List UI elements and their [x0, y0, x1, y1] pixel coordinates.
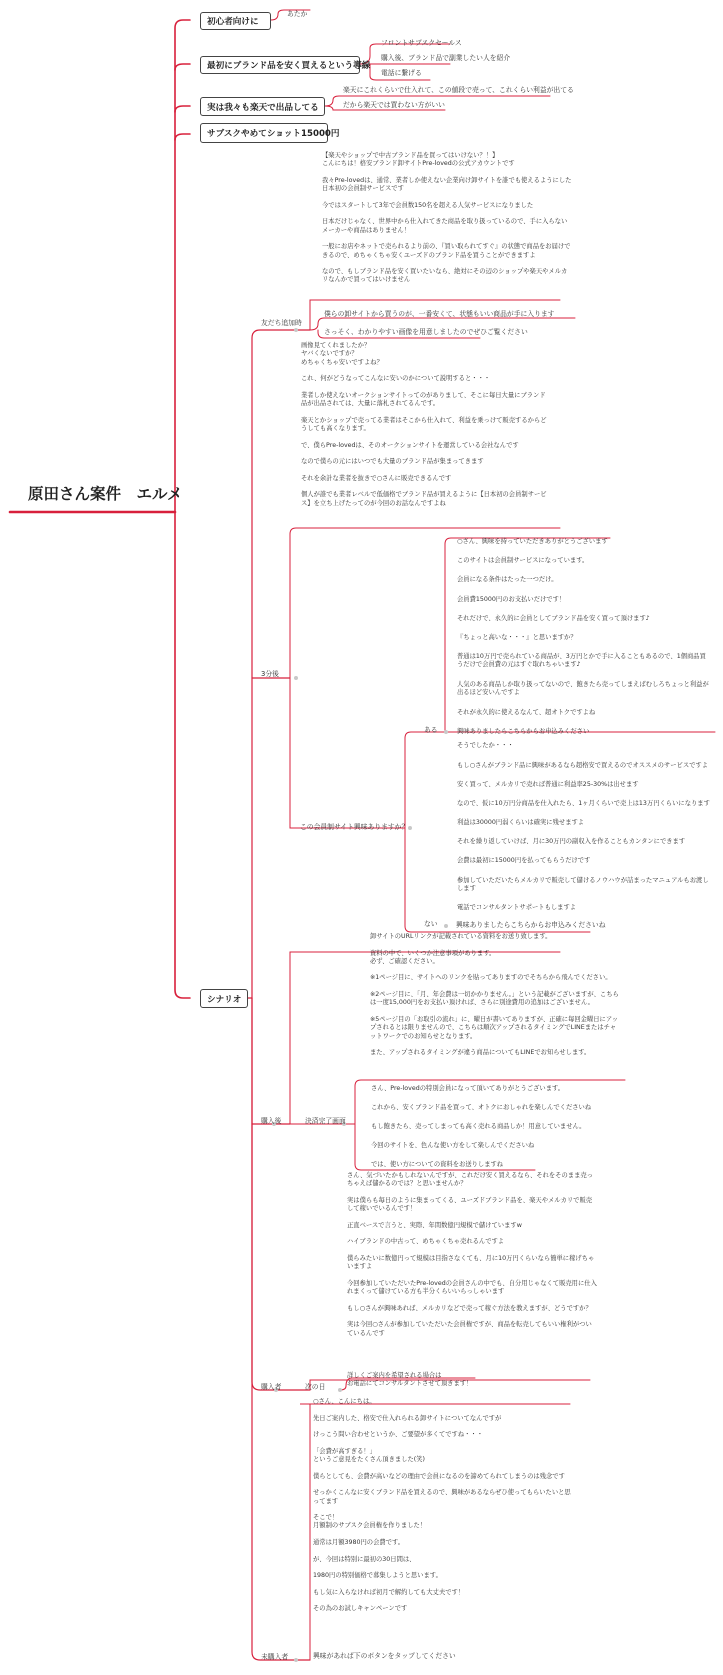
node-beginner[interactable]: 初心者向けに [200, 12, 271, 30]
message-item: 会費は最初に15000円を払ってもらうだけです [457, 857, 591, 864]
message-item: もし飽きたら、売ってしまっても高く売れる商品しか！用意していません。 [371, 1123, 586, 1130]
message-item: 会員費15000円のお支払いだけです！ [457, 596, 566, 603]
message-item: 普通は10万円で売られている商品が、3万円とかで手に入ることもあるので、1個商品買うだけで会員費の元はすぐ取れちゃいます♪ [457, 653, 706, 669]
message-item: このサイトは会員制サービスになっています。 [457, 557, 589, 564]
message-item: 安く買って、メルカリで売れば普通に利益率25-30%は出せます [457, 781, 639, 788]
node-beginner-child: あたか [287, 10, 308, 18]
message-item: それだけで、永久的に会員としてブランド品を安く買って頂けます♪ [457, 615, 650, 622]
message-item: 参加していただいたらメルカリで販売して儲けるノウハウが詰まったマニュアルもお渡しします [457, 877, 709, 893]
payment-complete-label: 決済完了画面 [305, 1117, 346, 1125]
node-scenario[interactable]: シナリオ [200, 989, 248, 1008]
funnel-child-front-subscription: フロントサブスクセールス [381, 39, 462, 47]
node-brand-funnel[interactable]: 最初にブランド品を安く買えるという導線 [200, 56, 360, 74]
friend-add-item: 僕らの卸サイトから買うのが、一番安くて、状態もいい商品が手に入ります [324, 310, 555, 318]
buyer-label: 購入者 [261, 1383, 282, 1391]
message-item: それを繰り返していけば、月に30万円の副収入を作ることもカンタンにできます [457, 838, 686, 845]
root-node-title: 原田さん案件 エルメ [28, 485, 183, 503]
message-item: 『ちょっと高いな・・・』と思いますか？ [457, 634, 577, 641]
message-item: もし○さんがブランド品に興味があるなら超格安で買えるのでオススメのサービスですよ [457, 762, 709, 769]
message-item: さん、Pre-lovedの特別会員になって頂いてありがとうございます。 [371, 1085, 565, 1092]
non-buyer-text: ○さん、こんにちは。 先日ご案内した、格安で仕入れられる卸サイトについてなんですが けっこう問い合わせというか、ご要望が多くてですね・・・ 「会費が高すぎる！」 というご意見をたくさん頂きました(笑) 僕らとしても、会費が高いなどの理由で会員になるのを諦めてられてしまうのは残念です せっかくこんなに安くブランド品を買えるので、興味があるならぜひ使ってもらいたいと思ってます そこで！ 月額制のサブスク会員権を作りました！ 通常は月額3980円の会費です。 が、今回は特別に最初の30日間は、 1980円の特別価格で募集しようと思います。 もし気に入らなければ初月で解約しても大丈夫です！ その為のお試しキャンペーンです [313, 1398, 571, 1613]
funnel-child-phone: 電話に繋げる [381, 69, 422, 77]
message-item: それが永久的に使えるなんて、超オトクですよね [457, 709, 596, 716]
answer-yes-label: ある [424, 726, 438, 734]
friend-add-item: さっそく、わかりやすい画像を用意しましたのでぜひご覧ください [324, 328, 528, 336]
membership-question: この会員制サイト興味ありますか？ [300, 823, 409, 831]
scenario-intro-text: 【楽天やショップで中古ブランド品を買ってはいけない？！】 こんにちは！格安ブランド卸サイトPre-lovedの公式アカウントです 我々Pre-lovedは、通常、業者しか使えない企業向け卸サイトを誰でも使えるようにした日本初の会員制サービスです 今ではスタートして3年で会員数150名を超える人気サービスになりました 日本だけじゃなく、世界中から仕入れてきた商品を取り扱っているので、手に入らないメーカーや商品はありません！ 一般にお店やネットで売られるより前の、『買い取られてすぐ』の状態で商品をお届けできるので、めちゃくちゃ安くユーズドのブランド品を買うことができますよ なので、もしブランド品を安く買いたいなら、絶対にその辺のショップや楽天やメルカリなんかで買ってはいけません [322, 152, 572, 284]
node-rakuten-seller[interactable]: 実は我々も楽天で出品してる [200, 97, 325, 116]
message-item: そうでしたか・・・ [457, 742, 514, 749]
answer-no-label: ない [424, 920, 438, 928]
message-item: 興味ありましたらこちらからお申込みください [457, 728, 590, 735]
rakuten-child-profit: 楽天にこれくらいで仕入れて、この値段で売って、これくらい利益が出てる [343, 86, 574, 94]
message-item: 利益は30000円弱くらいは確実に残せますよ [457, 819, 585, 826]
after-purchase-label: 購入後 [261, 1117, 282, 1125]
next-day-label: 次の日 [305, 1383, 326, 1391]
three-min-text: 画像見てくれましたか？ ヤバくないですか？ めちゃくちゃ安いですよね？ これ、何がどうなってこんなに安いのかについて説明すると・・・ 業者しか使えないオークションサイトってのがありまして、そこに毎日大量にブランド品が出品されては、大量に落札されてるんです。 楽天とかショップで売ってる業者はそこから仕入れて、利益を乗っけて販売するからどうしても高くなります。 で、僕らPre-lovedは、そのオークションサイトを運営している会社なんです なので僕らの元にはいつでも大量のブランド品が集まってきます それを余計な業者を抜きで○さんに販売できるんです 個人が誰でも業者レベルで低価格でブランド品が買えるように【日本初の会員制サービス】を立ち上げたってのが今回のお話なんですよね [301, 342, 547, 507]
message-item: これから、安くブランド品を買って、オトクにおしゃれを楽しんでくださいね [371, 1104, 592, 1111]
message-item: 電話でコンサルタントサポートもしますよ [457, 904, 577, 911]
message-item: ○さん、興味を持っていただきありがとうございます [457, 538, 608, 545]
message-item: では、使い方についての資料をお送りしますね [371, 1161, 504, 1168]
answer-no-message: 興味ありましたらこちらからお申込みくださいね [456, 921, 606, 929]
friend-add-label: 友だち追加時 [261, 319, 302, 327]
message-item: 会員になる条件はたった一つだけ。 [457, 576, 558, 583]
node-subscription-shot[interactable]: サブスクやめてショット15000円 [200, 123, 328, 143]
buyer-consultation: 詳しくご案内を希望される場合は お電話にてコンサルタントさせて頂きます！ [347, 1372, 473, 1388]
non-buyer-label: 未購入者 [261, 1653, 289, 1661]
three-min-label: 3分後 [261, 670, 279, 678]
non-buyer-cta: 興味があれば下のボタンをタップしてください [313, 1652, 456, 1660]
after-purchase-text: 卸サイトのURLリンクが記載されている資料をお送り致します。 資料の中で、いくつか注意事項があります。 必ず、ご確認ください。 ※1ページ目に、サイトへのリンクを貼ってありますのでそちらから飛んでください。 ※2ページ目に、「月、年会費は一切かかりません。」という記載がございますが、こちらは一度15,000円をお支払い頂ければ、さらに別途費用の追加はございません。 ※5ページ目の「お取引の流れ」に、曜日が書いてありますが、正確に毎回金曜日にアップされるとは限りませんので、こちらは順次アップされるタイミングでLINEまたはチャットワークでのお知らせとなります。 また、アップされるタイミングが違う商品についてもLINEでお知らせします。 [370, 933, 619, 1057]
funnel-child-side-business: 購入後、ブランド品で副業したい人を紹介 [381, 54, 511, 62]
message-item: 今回のサイトを、色んな使い方をして楽しんでくださいね [371, 1142, 535, 1149]
message-item: なので、仮に10万円分商品を仕入れたら、1ヶ月くらいで売上は13万円くらいになります [457, 800, 710, 807]
buyer-text: さん、気づいたかもしれないんですが、これだけ安く買えるなら、それをそのまま売っちゃえば儲かるのでは？と思いませんか？ 実は僕らも毎日のように集まってくる、ユーズドブランド品を、楽天やメルカリで販売して稼いでいるんです！ 正直ベースで言うと、実際、年間数億円規模で儲けていますw ハイブランドの中古って、めちゃくちゃ売れるんですよ 僕らみたいに数億円って規模は目指さなくても、月に10万円くらいなら簡単に稼げちゃいますよ 今回参加していただいたPre-lovedの会員さんの中でも、自分用じゃなくて販売用に仕入れまくって儲けている方も半分くらいいらっしゃいます もし○さんが興味あれば、メルカリなどで売って稼ぐ方法を教えますが、どうですか？ 実は今回○さんが参加していただいた会員権ですが、商品を転売してもいい権利がついているんです [347, 1172, 597, 1337]
rakuten-child-dont-buy: だから楽天では買わない方がいい [343, 101, 445, 109]
message-item: 人気のある商品しか取り扱ってないので、飽きたら売ってしまえばむしろちょっと利益が出るほど安いんですよ [457, 681, 709, 697]
